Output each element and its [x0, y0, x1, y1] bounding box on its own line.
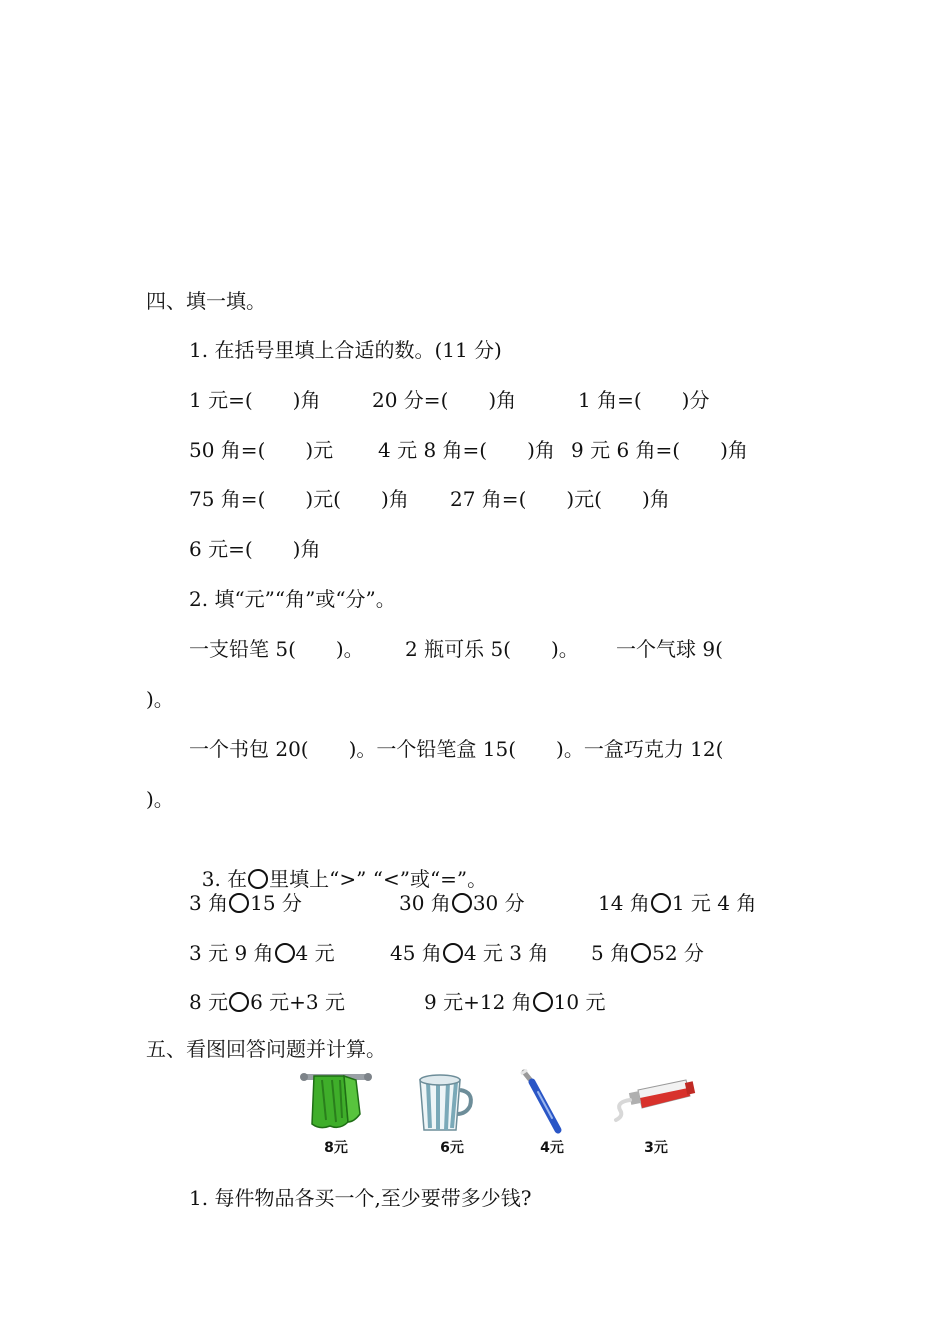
compare-right: 4 元 3 角	[463, 941, 549, 965]
price-toothpaste: 3元	[644, 1140, 668, 1156]
q1-title: 1. 在括号里填上合适的数。(11 分)	[189, 338, 502, 362]
q1-item: 9 元 6 角=( )角	[571, 438, 748, 462]
compare-item	[424, 989, 605, 1015]
compare-item	[591, 940, 704, 966]
q2-item: 一个书包 20( )。一个铅笔盒 15( )。一盒巧克力 12(	[189, 737, 724, 761]
circle-icon	[275, 943, 295, 963]
q2-item-tail: )。	[146, 687, 174, 711]
q1-item: 27 角=( )元( )角	[450, 487, 670, 511]
compare-item	[399, 890, 525, 916]
circle-icon	[452, 893, 472, 913]
compare-item	[390, 940, 548, 966]
compare-left: 5 角	[591, 941, 631, 965]
q2-title: 2. 填“元”“角”或“分”。	[189, 587, 396, 611]
q1-item: 20 分=( )角	[372, 388, 517, 412]
compare-right: 4 元	[295, 941, 335, 965]
compare-left: 14 角	[598, 891, 650, 915]
circle-icon	[229, 893, 249, 913]
q1-item: 4 元 8 角=( )角	[378, 438, 555, 462]
q2-item-tail: )。	[146, 787, 174, 811]
q2-item: 2 瓶可乐 5( )。	[405, 637, 579, 661]
q2-item: 一个气球 9(	[616, 637, 723, 661]
price-towel: 8元	[324, 1140, 348, 1156]
circle-icon	[229, 992, 249, 1012]
compare-item	[189, 989, 345, 1015]
circle-icon	[533, 992, 553, 1012]
compare-right: 30 分	[472, 891, 525, 915]
section-4-title: 四、填一填。	[146, 289, 266, 313]
section-5-q1: 1. 每件物品各买一个,至少要带多少钱?	[189, 1186, 532, 1210]
compare-left: 45 角	[390, 941, 442, 965]
q1-item: 1 角=( )分	[578, 388, 710, 412]
compare-right: 10 元	[553, 990, 606, 1014]
compare-left: 8 元	[189, 990, 229, 1014]
price-toothbrush: 4元	[540, 1140, 564, 1156]
compare-left: 9 元+12 角	[424, 990, 532, 1014]
section-5-title: 五、看图回答问题并计算。	[146, 1037, 386, 1061]
compare-left: 3 角	[189, 891, 229, 915]
compare-item	[598, 890, 756, 916]
toothpaste-icon	[610, 1076, 696, 1128]
cup-icon	[410, 1070, 476, 1134]
q3-title-prefix: 3. 在	[201, 867, 248, 891]
compare-right: 6 元+3 元	[250, 990, 346, 1014]
q1-item: 1 元=( )角	[189, 388, 321, 412]
compare-right: 1 元 4 角	[671, 891, 757, 915]
q2-item: 一支铅笔 5( )。	[189, 637, 364, 661]
circle-icon	[443, 943, 463, 963]
compare-left: 30 角	[399, 891, 451, 915]
compare-item	[189, 890, 302, 916]
price-cup: 6元	[440, 1140, 464, 1156]
circle-icon	[651, 893, 671, 913]
compare-item	[189, 940, 335, 966]
compare-left: 3 元 9 角	[189, 941, 274, 965]
circle-icon	[631, 943, 651, 963]
q1-item: 75 角=( )元( )角	[189, 487, 409, 511]
q3-title-suffix: 里填上“>” “<”或“=”。	[269, 867, 488, 891]
compare-right: 15 分	[250, 891, 302, 915]
towel-icon	[300, 1070, 372, 1134]
compare-right: 52 分	[652, 941, 704, 965]
toothbrush-icon	[518, 1068, 568, 1136]
q3-title	[189, 840, 487, 892]
q1-item: 50 角=( )元	[189, 438, 334, 462]
circle-icon	[248, 869, 268, 889]
q1-item: 6 元=( )角	[189, 537, 321, 561]
